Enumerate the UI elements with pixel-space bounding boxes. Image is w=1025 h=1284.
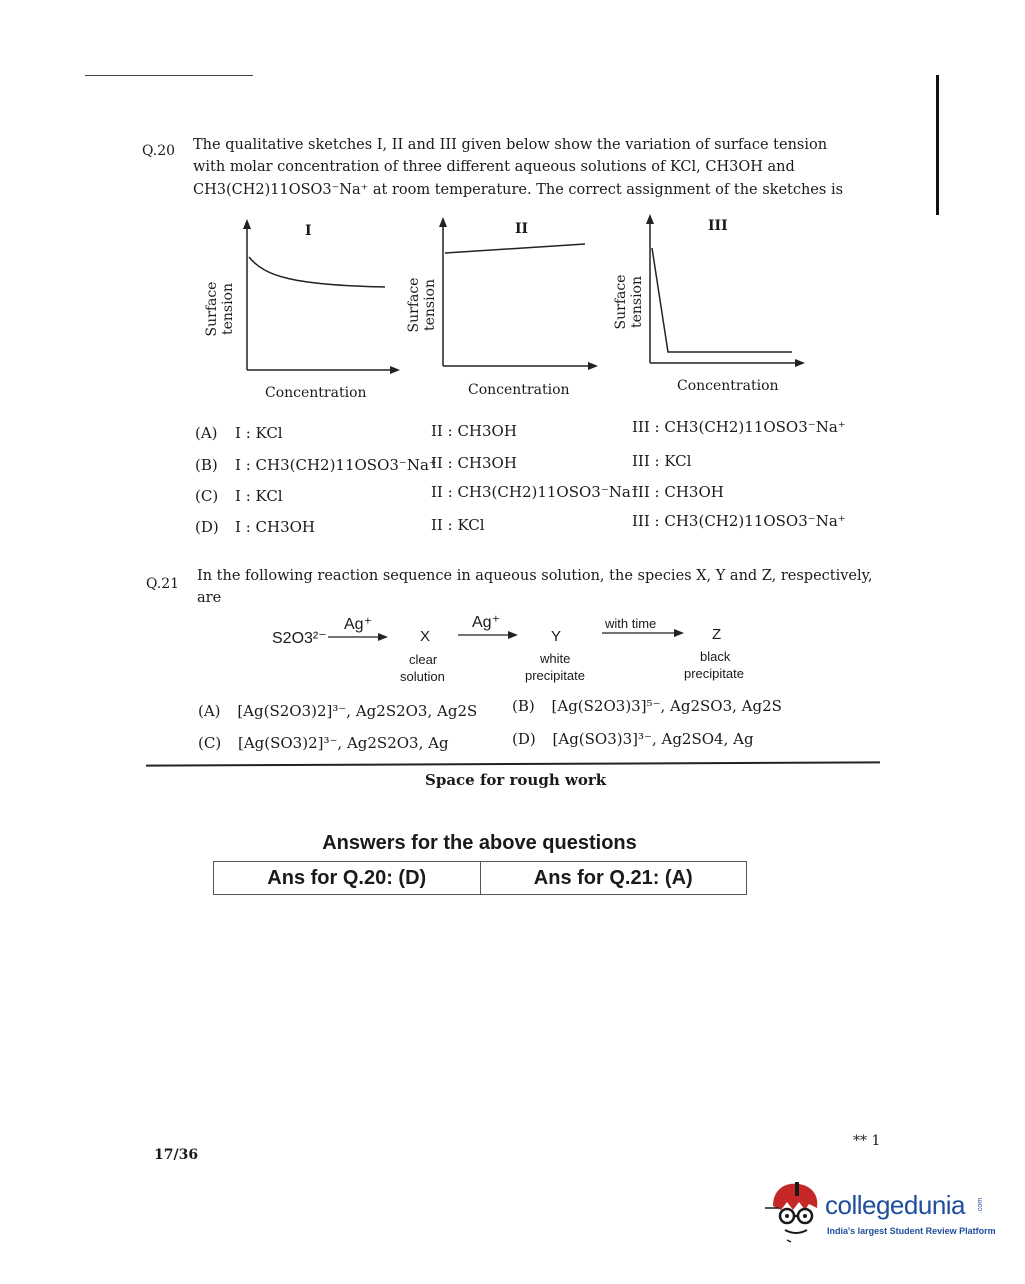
plot-II-label: II: [515, 221, 529, 237]
plot-I-x-arrow: [390, 366, 400, 374]
plot-I-xlabel: Concentration: [265, 385, 367, 401]
plot-II-x-arrow: [588, 362, 598, 370]
answers-table: [213, 861, 747, 895]
scheme-Z-desc1: black: [700, 649, 731, 664]
q20-text: [193, 134, 873, 201]
plot-II-xlabel: Concentration: [468, 382, 570, 398]
q20-option-D[interactable]: [195, 512, 846, 536]
plot-III-label: III: [708, 218, 728, 234]
q20-option-letter: (C): [195, 487, 219, 505]
plot-I-label: I: [305, 223, 312, 239]
brand-name: collegedunia: [825, 1190, 966, 1220]
q20-option-I: I : KCl: [235, 487, 283, 505]
answers-heading: Answers for the above questions: [322, 832, 637, 854]
mascot-icon: [765, 1178, 827, 1244]
rough-work-label: Space for rough work: [425, 771, 607, 789]
q21-option-D[interactable]: [512, 730, 754, 748]
brand-tagline: India's largest Student Review Platform: [827, 1226, 996, 1236]
rough-work-divider: [146, 761, 880, 766]
plot-II-y-arrow: [439, 217, 447, 227]
scheme-arrow1: [328, 632, 390, 642]
plot-I: [205, 215, 405, 405]
plot-I-curve: [249, 257, 385, 287]
plot-II: [405, 213, 605, 403]
q20-option-letter: (D): [195, 518, 219, 536]
scheme-arrow3: [602, 628, 686, 638]
q20-option-letter: (A): [195, 424, 218, 442]
q20-line3: [193, 179, 873, 201]
q20-line3-rest: at room temperature. The correct assignment of the sketches is: [372, 181, 844, 198]
q21-line1: In the following reaction sequence in aqueous solution, the species X, Y and Z, respectively,: [197, 568, 873, 584]
plot-II-ylabel: Surface tension: [406, 277, 438, 333]
plot-I-ylabel: Surface tension: [204, 281, 236, 337]
answer-q20: Ans for Q.20: (D): [214, 862, 481, 895]
q20-surfactant-formula: CH3(CH2)11OSO3⁻Na⁺: [193, 181, 369, 198]
scheme-Y-desc2: precipitate: [525, 668, 585, 683]
q21-option-text: [Ag(SO3)2]³⁻, Ag2S2O3, Ag: [237, 734, 449, 752]
q21-option-text: [Ag(S2O3)2]³⁻, Ag2S2O3, Ag2S: [237, 702, 478, 720]
q21-option-letter: (D): [512, 730, 536, 748]
scheme-X: X: [420, 628, 431, 645]
q20-option-II: II : CH3OH: [431, 454, 517, 472]
q20-option-I: I : CH3(CH2)11OSO3⁻Na⁺: [235, 456, 437, 474]
q20-line1: The qualitative sketches I, II and III given below show the variation of surface tension: [193, 137, 828, 153]
q20-option-II: II : CH3OH: [431, 422, 517, 440]
q20-option-letter: (B): [195, 456, 218, 474]
scheme-arrow1-label: Ag⁺: [344, 616, 373, 633]
scheme-arrow2: [458, 630, 520, 640]
answer-q21: Ans for Q.21: (A): [480, 862, 747, 895]
q21-option-letter: (B): [512, 697, 535, 715]
q20-option-A[interactable]: [195, 418, 846, 442]
q21-option-B[interactable]: [512, 697, 782, 715]
q21-text: [197, 565, 887, 610]
q21-option-C[interactable]: [198, 734, 449, 752]
q20-option-C[interactable]: [195, 483, 724, 505]
scheme-X-desc2: solution: [400, 669, 445, 684]
q20-option-II: II : KCl: [431, 516, 485, 534]
margin-bar: [936, 75, 939, 215]
q21-option-letter: (A): [198, 702, 221, 720]
scheme-Z: Z: [712, 626, 722, 643]
reaction-scheme: [260, 610, 760, 690]
scheme-Y-desc1: white: [540, 651, 571, 666]
q20-option-I: I : CH3OH: [235, 518, 315, 536]
q21-option-text: [Ag(SO3)3]³⁻, Ag2SO4, Ag: [552, 730, 754, 748]
plot-II-curve: [445, 244, 585, 253]
scheme-X-desc1: clear: [409, 652, 438, 667]
plot-III-ylabel: Surface tension: [613, 274, 645, 330]
scheme-arrow2-label: Ag⁺: [472, 614, 501, 631]
plot-III-x-arrow: [795, 359, 805, 367]
q21-line2: are: [197, 590, 222, 607]
top-rule: [85, 75, 253, 76]
q20-option-II: II : CH3(CH2)11OSO3⁻Na⁺: [431, 483, 639, 501]
brand-com: .com: [977, 1197, 985, 1214]
scheme-Y: Y: [551, 628, 562, 645]
page-number: 17/36: [154, 1147, 199, 1163]
scheme-start: S2O3²⁻: [272, 630, 327, 647]
scheme-arrow3-label: with time: [605, 616, 657, 631]
collegedunia-logo[interactable]: [765, 1178, 995, 1248]
q21-option-A[interactable]: [198, 702, 477, 720]
plot-III-xlabel: Concentration: [677, 378, 779, 394]
q20-option-III: III : CH3(CH2)11OSO3⁻Na⁺: [632, 512, 846, 530]
q21-number: Q.21: [146, 576, 180, 592]
q20-option-I: I : KCl: [235, 424, 283, 442]
q20-option-III: III : KCl: [632, 452, 692, 470]
plot-III-y-arrow: [646, 214, 654, 224]
q20-option-III: III : CH3(CH2)11OSO3⁻Na⁺: [632, 418, 846, 436]
q21-option-text: [Ag(S2O3)3]⁵⁻, Ag2SO3, Ag2S: [551, 697, 782, 715]
page-code: ** 1: [853, 1133, 881, 1149]
q20-option-III: III : CH3OH: [632, 483, 724, 501]
plot-III: [612, 210, 812, 400]
q20-option-B[interactable]: [195, 452, 692, 474]
q20-line2: with molar concentration of three different aqueous solutions of KCl, CH3OH and: [193, 159, 795, 176]
scheme-Z-desc2: precipitate: [684, 666, 744, 681]
q20-number: Q.20: [142, 143, 176, 159]
plot-III-curve: [652, 248, 792, 352]
plot-I-y-arrow: [243, 219, 251, 229]
q21-option-letter: (C): [198, 734, 222, 752]
